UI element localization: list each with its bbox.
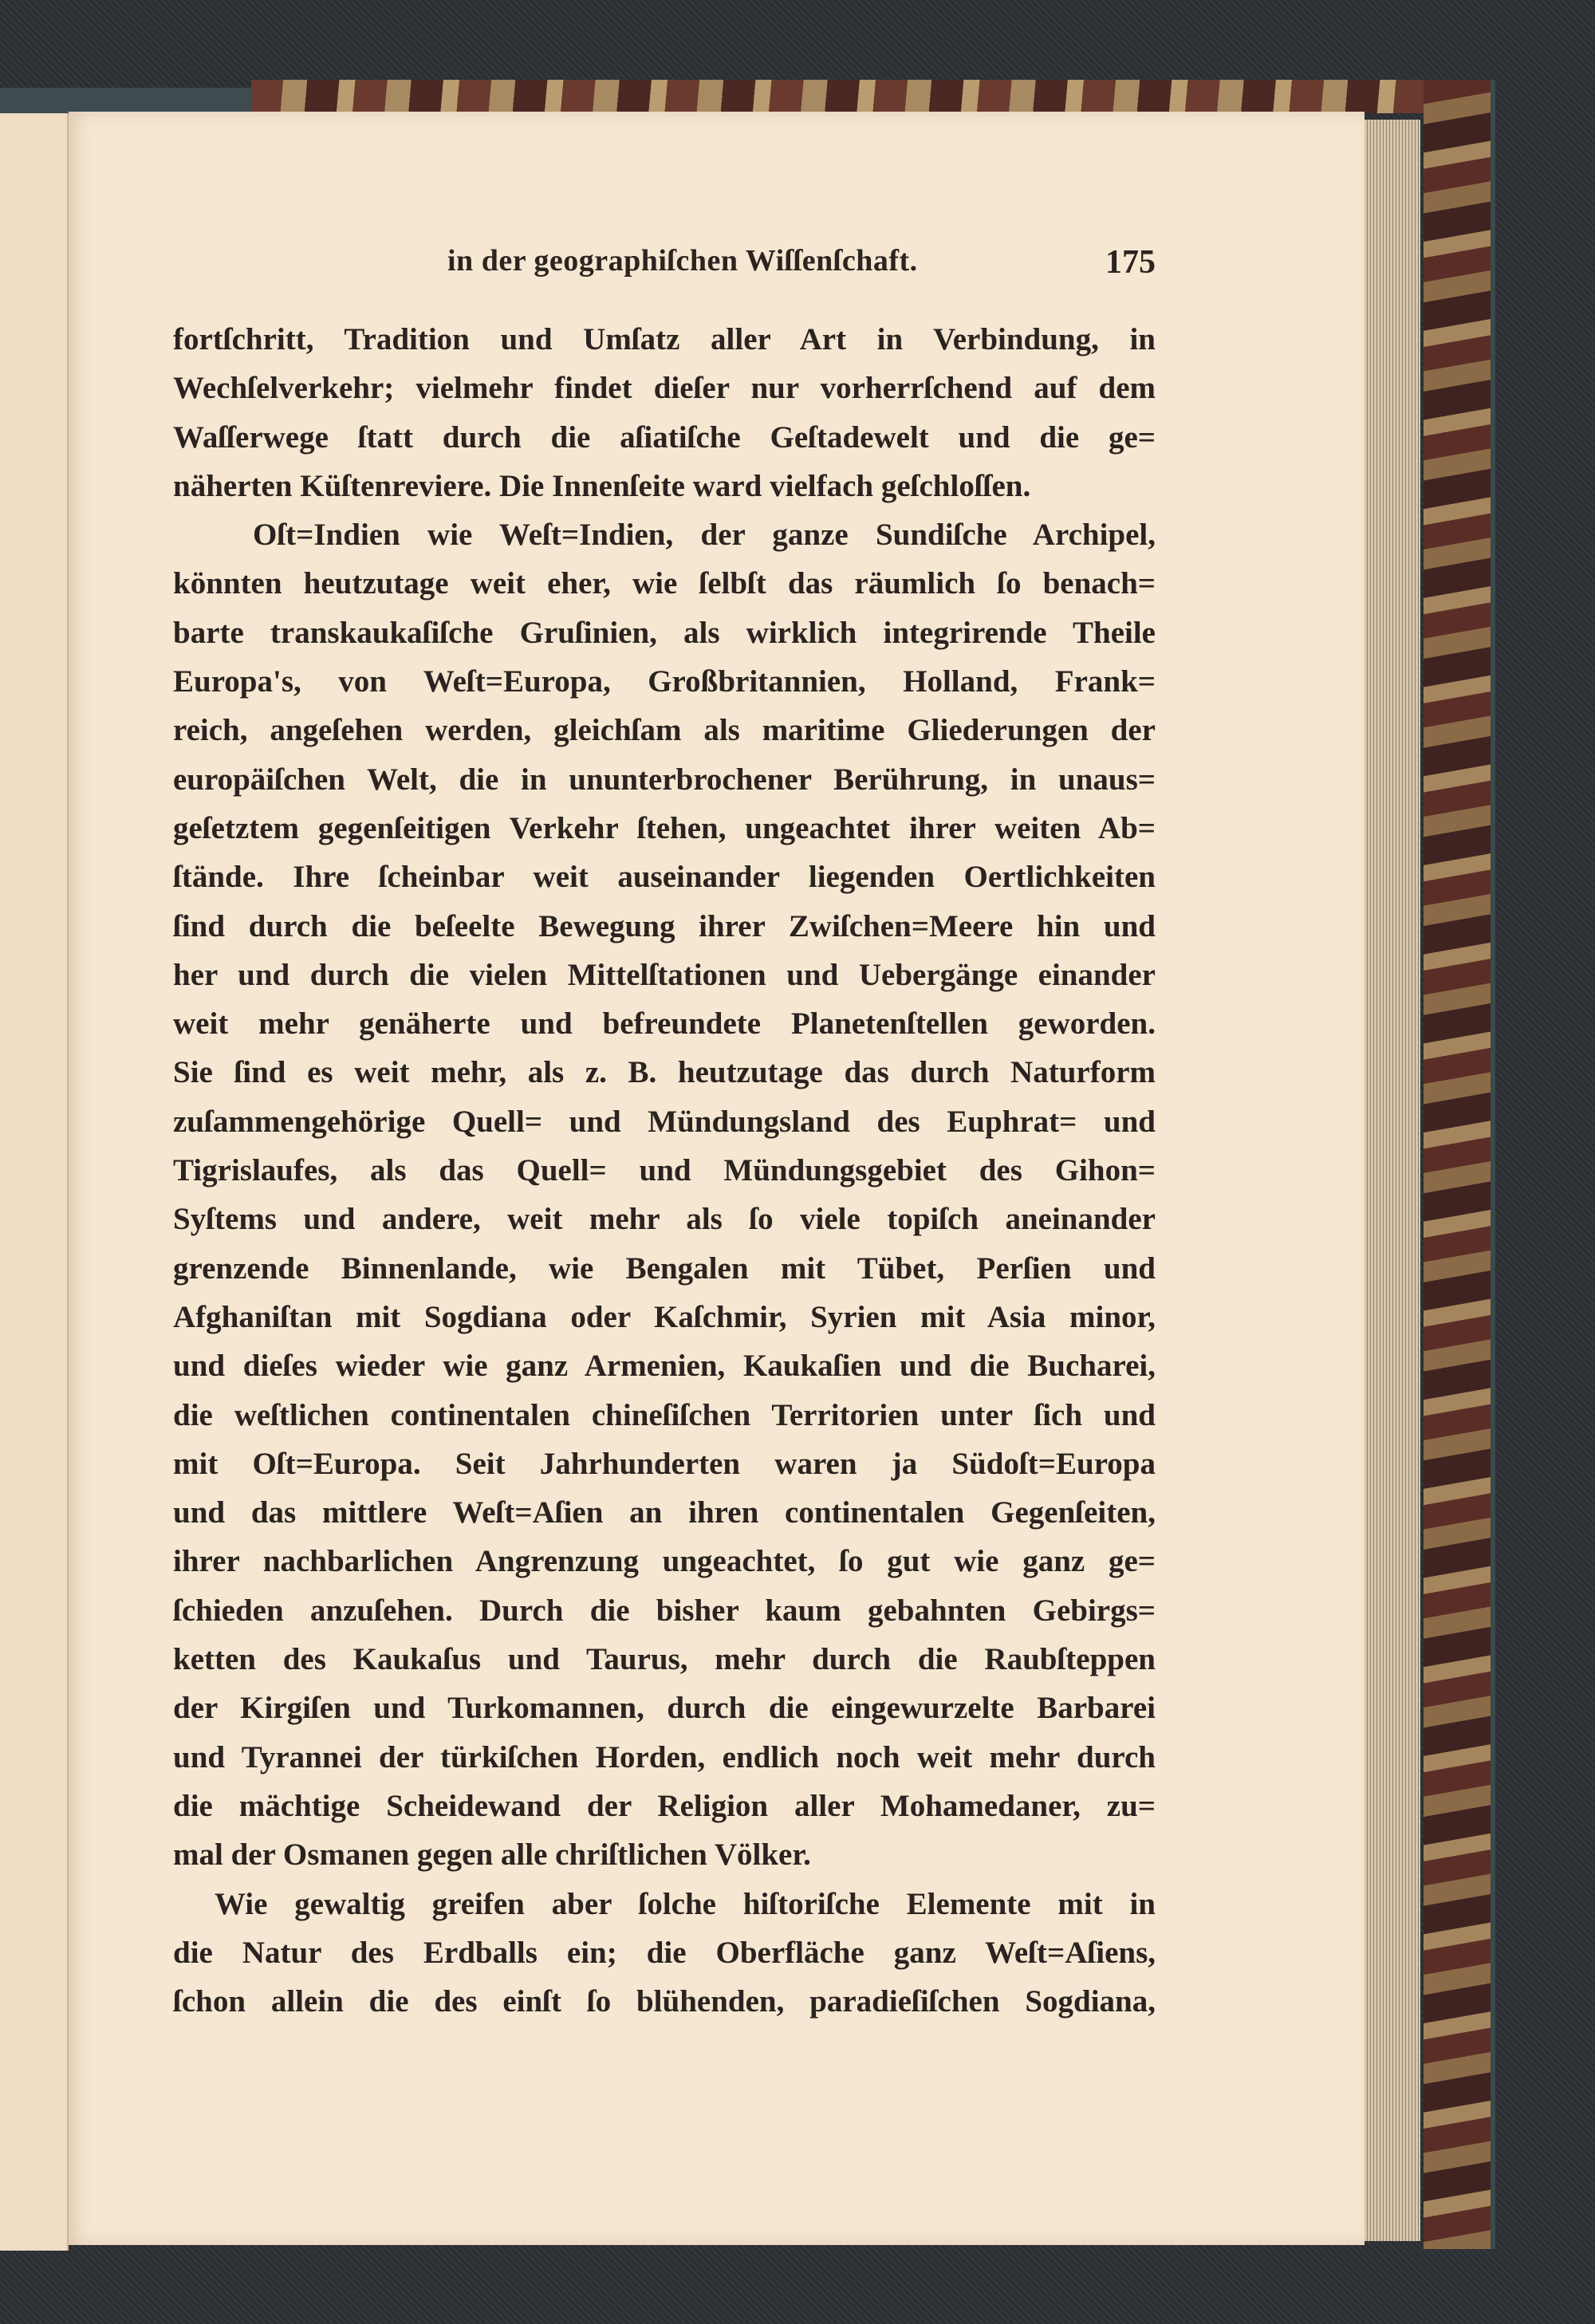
text-line: her und durch die vielen Mittelſtationen und Uebergänge einander [173,957,1156,992]
text-line: der Kirgiſen und Turkomannen, durch die eingewurzelte Barbarei [173,1691,1156,1726]
text-line: näherten Küſtenreviere. Die Innenſeite ward vielfach geſchloſſen. [173,468,1031,503]
page-stack-edges [1365,120,1420,2241]
text-line: Sie ſind es weit mehr, als z. B. heutzutage das durch Naturform [173,1055,1156,1090]
text-line: fortſchritt, Tradition und Umſatz aller Art in Verbindung, in [173,322,1156,356]
page-number: 175 [1105,244,1156,281]
text-line: und Tyrannei der türkiſchen Horden, endlich noch weit mehr durch [173,1739,1156,1775]
text-line: Tigrislaufes, als das Quell= und Mündungsgebiet des Gihon= [173,1153,1156,1188]
text-line: Oſt=Indien wie Weſt=Indien, der ganze Sundiſche Archipel, [253,518,1156,553]
text-line: ketten des Kaukaſus und Taurus, mehr durch die Raubſteppen [173,1642,1156,1677]
text-line: die weſtlichen continentalen chineſiſchen Territorien unter ſich und [173,1397,1156,1432]
marbled-cover-right [1424,80,1495,2249]
running-header [447,243,1157,283]
text-line: die mächtige Scheidewand der Religion aller Mohamedaner, zu= [173,1788,1156,1823]
facing-page-edge [0,113,69,2251]
text-line: mal der Osmanen gegen alle chriſtlichen Völker. [173,1838,811,1873]
text-line: ſchon allein die des einſt ſo blühenden, paradieſiſchen Sogdiana, [173,1984,1156,2019]
text-line: europäiſchen Welt, die in ununterbrochener Berührung, in unaus= [173,762,1156,797]
text-line: Syſtems und andere, weit mehr als ſo viele topiſch aneinander [173,1202,1156,1237]
text-line: Waſſerwege ſtatt durch die aſiatiſche Geſtadewelt und die ge= [173,420,1156,455]
text-line: die Natur des Erdballs ein; die Oberfläche ganz Weſt=Aſiens, [173,1935,1156,1970]
text-line: ſind durch die beſeelte Bewegung ihrer Zwiſchen=Meere hin und [173,908,1156,943]
text-line: ihrer nachbarlichen Angrenzung ungeachtet, ſo gut wie ganz ge= [173,1544,1156,1579]
text-line: ſchieden anzuſehen. Durch die bisher kaum gebahnten Gebirgs= [173,1593,1156,1628]
text-line: mit Oſt=Europa. Seit Jahrhunderten waren ja Südoſt=Europa [173,1446,1156,1481]
text-line: barte transkaukaſiſche Gruſinien, als wirklich integrirende Theile [173,615,1156,650]
text-line: und das mittlere Weſt=Aſien an ihren continentalen Gegenſeiten, [173,1495,1156,1530]
marbled-cover-top [251,80,1447,113]
text-line: Wie gewaltig greifen aber ſolche hiſtoriſche Elemente mit in [215,1886,1156,1921]
text-line: ſtände. Ihre ſcheinbar weit auseinander liegenden Oertlichkeiten [173,860,1156,895]
text-line: Europa's, von Weſt=Europa, Großbritannien, Holland, Frank= [173,664,1156,699]
running-head-title: in der geographiſchen Wiſſenſchaft. [447,244,918,278]
text-line: und dieſes wieder wie ganz Armenien, Kaukaſien und die Bucharei, [173,1349,1156,1384]
page-body-text [173,315,1156,2026]
text-line: weit mehr genäherte und befreundete Planetenſtellen geworden. [173,1006,1156,1042]
text-line: grenzende Binnenlande, wie Bengalen mit Tübet, Perſien und [173,1251,1156,1286]
text-line: geſetztem gegenſeitigen Verkehr ſtehen, ungeachtet ihrer weiten Ab= [173,810,1156,845]
book-cover-cloth [0,88,251,113]
text-line: Afghaniſtan mit Sogdiana oder Kaſchmir, Syrien mit Asia minor, [173,1299,1156,1334]
text-line: zuſammengehörige Quell= und Mündungsland des Euphrat= und [173,1104,1156,1139]
text-line: reich, angeſehen werden, gleichſam als maritime Gliederungen der [173,713,1156,748]
text-line: Wechſelverkehr; vielmehr findet dieſer nur vorherrſchend auf dem [173,371,1156,406]
text-line: könnten heutzutage weit eher, wie ſelbſt das räumlich ſo benach= [173,566,1156,601]
